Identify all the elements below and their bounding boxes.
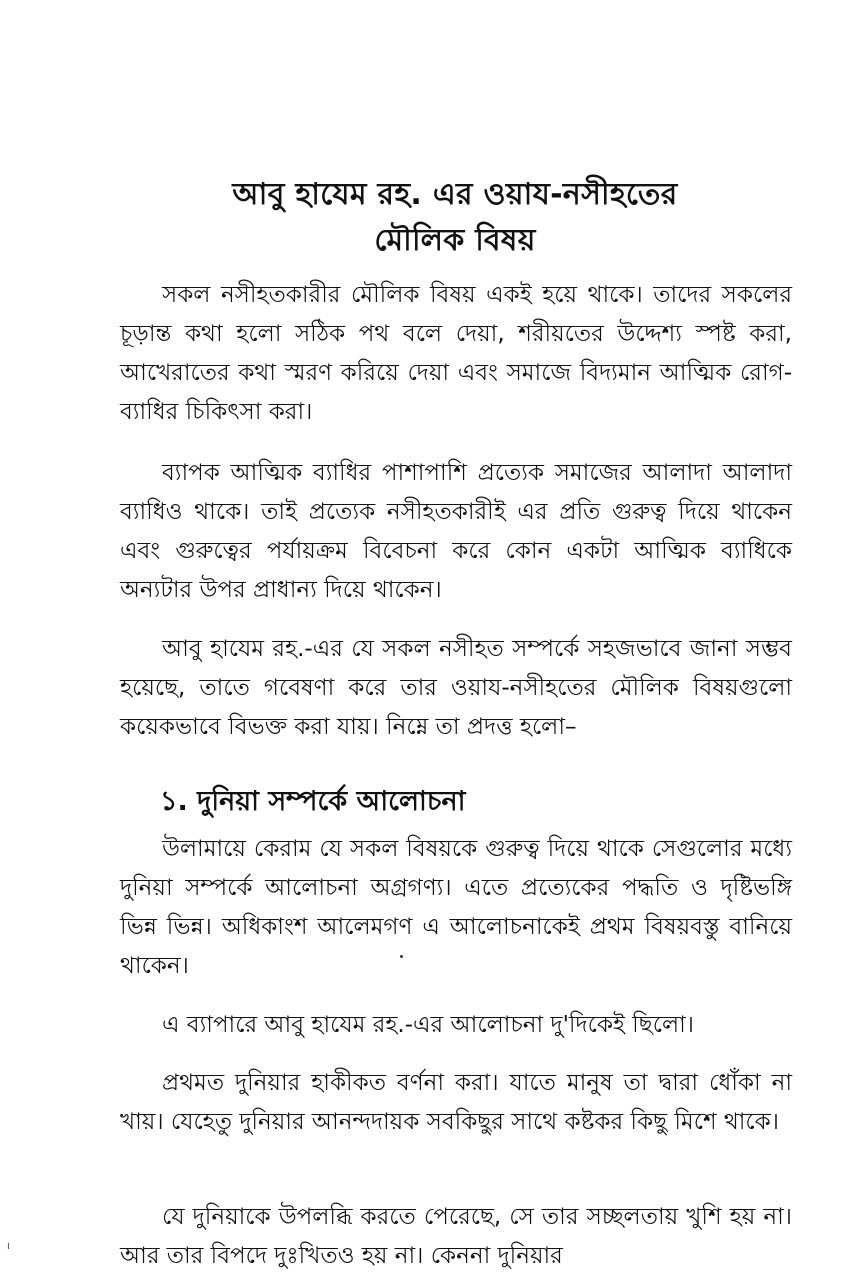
- print-speck: [400, 955, 403, 958]
- chapter-title-line-2: মৌলিক বিষয়: [374, 223, 536, 258]
- section-paragraph-4: যে দুনিয়াকে উপলব্ধি করতে পেরেছে, সে তার সচ্ছলতায় খুশি হয় না। আর তার বিপদে দুঃখিতও হয় না। কেননা দুনিয়ার: [120, 1204, 792, 1269]
- paragraph-3: আবু হাযেম রহ.-এর যে সকল নসীহত সম্পর্কে সহজভাবে জানা সম্ভব হয়েছে, তাতে গবেষণা করে তার ওয়ায-নসীহতের মৌলিক বিষয়গুলো কয়েকভাবে বিভক্ত করা যায়। নিম্নে তা প্রদত্ত হলো–: [120, 636, 792, 740]
- margin-mark: ।: [6, 1241, 10, 1252]
- section-heading: ১. দুনিয়া সম্পর্কে আলোচনা: [160, 786, 466, 817]
- chapter-title-line-1: আবু হাযেম রহ. এর ওয়ায-নসীহতের: [232, 177, 678, 212]
- paragraph-2: ব্যাপক আত্মিক ব্যাধির পাশাপাশি প্রত্যেক সমাজের আলাদা আলাদা ব্যাধিও থাকে। তাই প্রত্যেক নসীহতকারীই এর প্রতি গুরুত্ব দিয়ে থাকেন এবং গুরুত্বের পর্যায়ক্রম বিবেচনা করে কোন একটা আত্মিক ব্যাধিকে অন্যটার উপর প্রাধান্য দিয়ে থাকেন।: [120, 460, 792, 603]
- section-paragraph-2: এ ব্যাপারে আবু হাযেম রহ.-এর আলোচনা দু'দিকেই ছিলো।: [162, 1012, 694, 1038]
- paragraph-1: সকল নসীহতকারীর মৌলিক বিষয় একই হয়ে থাকে। তাদের সকলের চূড়ান্ত কথা হলো সঠিক পথ বলে দেয়া, শরীয়তের উদ্দেশ্য স্পষ্ট করা, আখেরাতের কথা স্মরণ করিয়ে দেয়া এবং সমাজে বিদ্যমান আত্মিক রোগ-ব্যাধির চিকিৎসা করা।: [120, 282, 792, 425]
- chapter-title: [120, 172, 790, 264]
- section-paragraph-3: প্রথমত দুনিয়ার হাকীকত বর্ণনা করা। যাতে মানুষ তা দ্বারা ধোঁকা না খায়। যেহেতু দুনিয়ার আনন্দদায়ক সবকিছুর সাথে কষ্টকর কিছু মিশে থাকে।: [120, 1070, 792, 1135]
- section-paragraph-1: উলামায়ে কেরাম যে সকল বিষয়কে গুরুত্ব দিয়ে থাকে সেগুলোর মধ্যে দুনিয়া সম্পর্কে আলোচনা অগ্রগণ্য। এতে প্রত্যেকের পদ্ধতি ও দৃষ্টিভঙ্গি ভিন্ন ভিন্ন। অধিকাংশ আলেমগণ এ আলোচনাকেই প্রথম বিষয়বস্তু বানিয়ে থাকেন।: [120, 836, 792, 979]
